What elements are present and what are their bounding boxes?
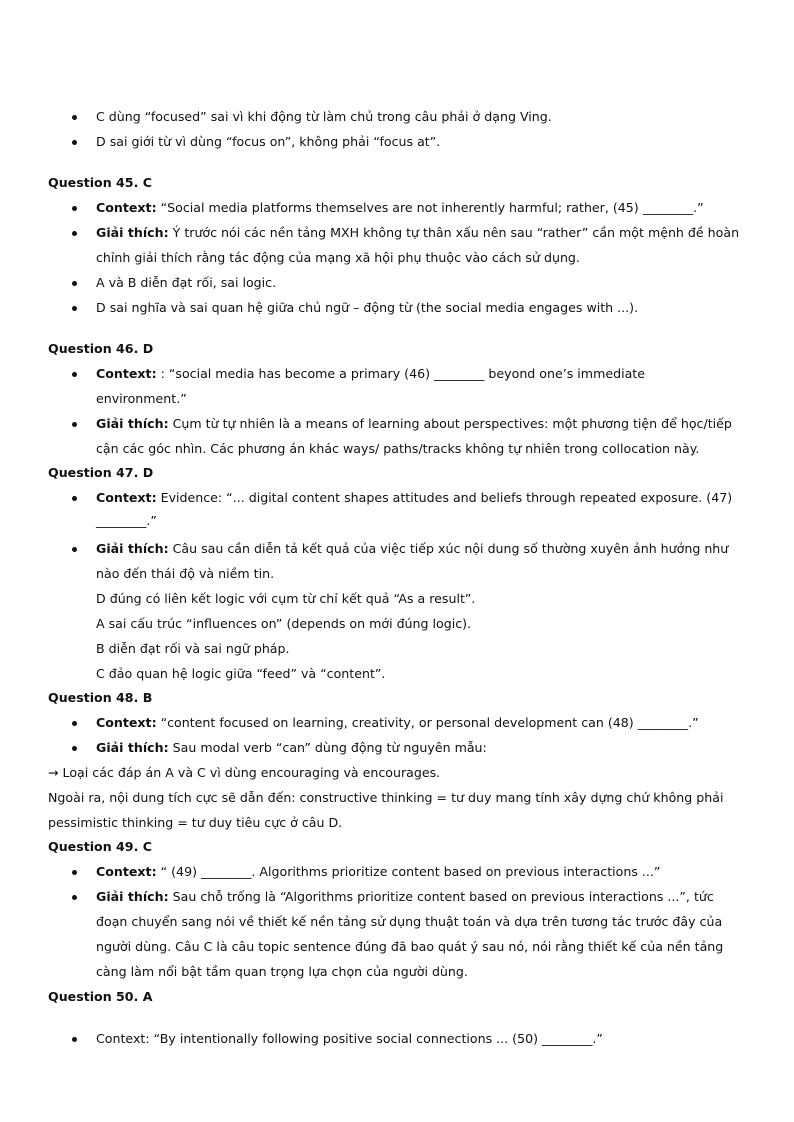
context-label: Context: <box>96 200 157 215</box>
question-49-explain-line2: đoạn chuyển sang nói về thiết kế nền tảng sử dụng thuật toán và dựa trên tương tác trước đây của <box>96 914 723 929</box>
question-46-explain-text: Cụm từ tự nhiên là a means of learning about perspectives: một phương tiện để học/tiếp <box>168 416 732 431</box>
question-46-context-text: : “social media has become a primary (46) ________ beyond one’s immediate <box>156 366 645 381</box>
context-label: Context: <box>96 864 157 879</box>
bullet-icon <box>72 422 77 427</box>
question-47-context <box>96 489 732 507</box>
question-47-explain-text: Câu sau cần diễn tả kết quả của việc tiếp xúc nội dung số thường xuyên ảnh hưởng như <box>168 541 729 556</box>
bullet-icon <box>72 721 77 726</box>
question-49-title: Question 49. C <box>48 839 152 854</box>
question-47-context-line2: ________.” <box>96 513 157 528</box>
question-49-explain-text: Sau chỗ trống là “Algorithms prioritize content based on previous interactions ...”, tức <box>168 889 714 904</box>
question-45-explain-text: Ý trước nói các nền tảng MXH không tự thân xấu nên sau “rather” cần một mệnh đề hoàn <box>168 225 740 240</box>
bullet-icon <box>72 870 77 875</box>
question-47-context-text: Evidence: “... digital content shapes attitudes and beliefs through repeated exposure. (47) <box>156 490 733 505</box>
question-46-context-line2: environment.” <box>96 391 187 406</box>
explain-label: Giải thích: <box>96 541 169 556</box>
question-48-note-line1: → Loại các đáp án A và C vì dùng encouraging và encourages. <box>48 765 441 780</box>
context-label: Context: <box>96 366 157 381</box>
explain-label: Giải thích: <box>96 416 169 431</box>
bullet-icon <box>72 140 77 145</box>
question-45-context <box>96 199 704 217</box>
question-49-explain-line4: càng làm nổi bật tầm quan trọng lựa chọn của người dùng. <box>96 964 468 979</box>
question-46-explain-line2: cận các góc nhìn. Các phương án khác ways/ paths/tracks không tự nhiên trong collocation này. <box>96 441 700 456</box>
question-49-context <box>96 863 660 881</box>
bullet-icon <box>72 746 77 751</box>
question-49-explain-line3: người dùng. Câu C là câu topic sentence đúng đã bao quát ý sau nó, nói rằng thiết kế của nền tảng <box>96 939 724 954</box>
question-45-explain <box>96 224 739 242</box>
bullet-icon <box>72 281 77 286</box>
bullet-icon <box>72 206 77 211</box>
question-47-explain-line5: B diễn đạt rối và sai ngữ pháp. <box>96 641 290 656</box>
question-46-title: Question 46. D <box>48 341 154 356</box>
question-45-item-4: D sai nghĩa và sai quan hệ giữa chủ ngữ – động từ (the social media engages with ...). <box>96 300 639 315</box>
question-48-context-text: “content focused on learning, creativity, or personal development can (48) ________.” <box>156 715 699 730</box>
intro-item-2: D sai giới từ vì dùng “focus on”, không phải “focus at”. <box>96 134 441 149</box>
question-47-explain-line6: C đảo quan hệ logic giữa “feed” và “content”. <box>96 666 386 681</box>
bullet-icon <box>72 306 77 311</box>
context-label: Context: <box>96 715 157 730</box>
question-48-explain <box>96 739 487 757</box>
question-48-explain-text: Sau modal verb “can” dùng động từ nguyên mẫu: <box>168 740 487 755</box>
question-47-title: Question 47. D <box>48 465 154 480</box>
question-48-note-line2: Ngoài ra, nội dung tích cực sẽ dẫn đến: constructive thinking = tư duy mang tính xây dựng chứ không phải <box>48 790 724 805</box>
question-45-title: Question 45. C <box>48 175 152 190</box>
question-50-title: Question 50. A <box>48 989 153 1004</box>
bullet-icon <box>72 115 77 120</box>
question-48-note-line3: pessimistic thinking = tư duy tiêu cực ở câu D. <box>48 815 343 830</box>
question-50-context: Context: “By intentionally following positive social connections ... (50) ________.” <box>96 1031 603 1046</box>
question-48-context <box>96 714 699 732</box>
explain-label: Giải thích: <box>96 889 169 904</box>
question-49-context-text: “ (49) ________. Algorithms prioritize content based on previous interactions ...” <box>156 864 661 879</box>
question-47-explain-line4: A sai cấu trúc “influences on” (depends on mới đúng logic). <box>96 616 472 631</box>
bullet-icon <box>72 547 77 552</box>
bullet-icon <box>72 496 77 501</box>
question-49-explain <box>96 888 714 906</box>
bullet-icon <box>72 231 77 236</box>
question-46-explain <box>96 415 732 433</box>
bullet-icon <box>72 1037 77 1042</box>
intro-item-1: C dùng “focused” sai vì khi động từ làm chủ trong câu phải ở dạng Ving. <box>96 109 552 124</box>
question-48-title: Question 48. B <box>48 690 153 705</box>
question-47-explain-line3: D đúng có liên kết logic với cụm từ chỉ kết quả “As a result”. <box>96 591 476 606</box>
question-47-explain-line2: nào đến thái độ và niềm tin. <box>96 566 275 581</box>
bullet-icon <box>72 895 77 900</box>
question-45-item-3: A và B diễn đạt rối, sai logic. <box>96 275 277 290</box>
question-47-explain <box>96 540 728 558</box>
explain-label: Giải thích: <box>96 740 169 755</box>
context-label: Context: <box>96 490 157 505</box>
question-46-context <box>96 365 645 383</box>
bullet-icon <box>72 372 77 377</box>
explain-label: Giải thích: <box>96 225 169 240</box>
question-45-explain-line2: chỉnh giải thích rằng tác động của mạng xã hội phụ thuộc vào cách sử dụng. <box>96 250 580 265</box>
question-45-context-text: “Social media platforms themselves are not inherently harmful; rather, (45) ________.” <box>156 200 704 215</box>
